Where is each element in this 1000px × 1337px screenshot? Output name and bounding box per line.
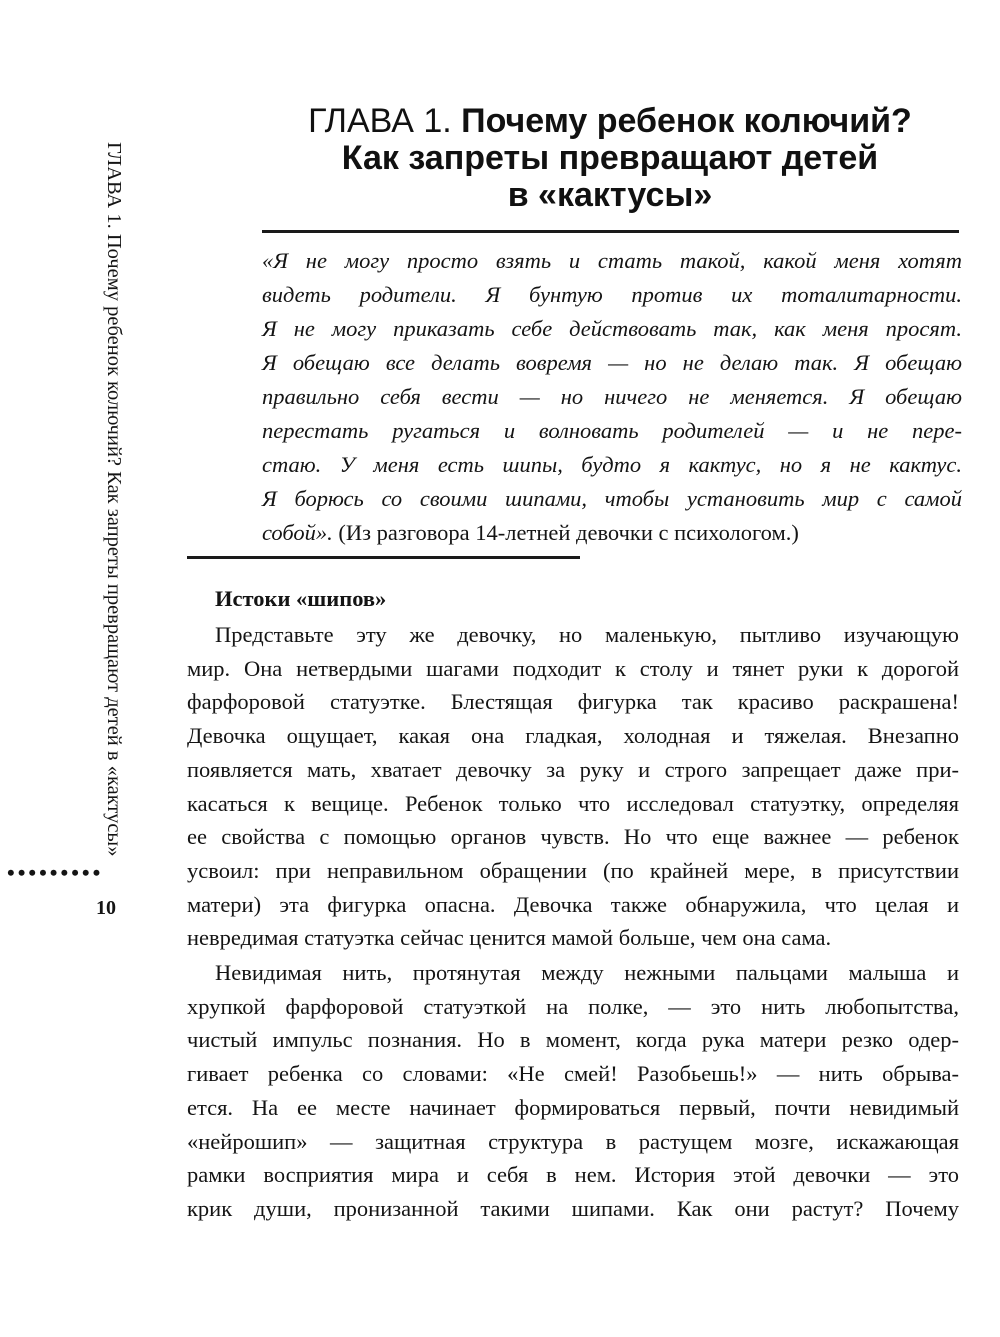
paragraph-1	[187, 618, 959, 955]
epigraph-line: стаю. У меня есть шипы, будто я кактус, но я не кактус.	[262, 452, 962, 477]
chapter-title-line-3: в «кактусы»	[507, 176, 713, 214]
section-heading: Истоки «шипов»	[215, 586, 387, 611]
paragraph-line: гивает ребенка со словами: «Не смей! Разобьешь!» — нить обрыва-	[187, 1061, 959, 1087]
paragraph-line: Невидимая нить, протянутая между нежными пальцами малыша и	[215, 960, 959, 985]
margin-dots: •••••••••	[7, 860, 104, 885]
chapter-title	[262, 103, 958, 214]
chapter-title-line-2: Как запреты превращают детей	[341, 139, 879, 177]
paragraph-line: матери) эта фигурка опасна. Девочка также обнаружила, что целая и	[187, 891, 959, 917]
page-number: 10	[96, 897, 116, 919]
epigraph-line: перестать ругаться и волновать родителей — и не пере-	[262, 418, 962, 443]
running-head	[99, 142, 129, 862]
epigraph-line: Я обещаю все делать вовремя — но не делаю так. Я обещаю	[262, 350, 962, 375]
paragraph-line: невредимая статуэтка сейчас ценится мамой больше, чем она сама.	[187, 925, 832, 951]
epigraph-line: «Я не могу просто взять и стать такой, какой меня хотят	[262, 248, 962, 273]
epigraph-last-line	[262, 516, 962, 550]
epigraph-line: Я не могу приказать себе действовать так, как меня просят.	[262, 316, 962, 341]
paragraph-line: чистый импульс познания. Но в момент, когда рука матери резко одер-	[187, 1027, 959, 1053]
epigraph	[262, 244, 962, 550]
running-head-text: ГЛАВА 1. Почему ребенок колючий? Как запреты превращают детей в «кактусы»	[103, 142, 125, 857]
paragraph-line: фарфоровой статуэтке. Блестящая фигурка так красиво раскрашена!	[187, 689, 959, 715]
chapter-prefix: ГЛАВА 1.	[308, 102, 452, 140]
epigraph-line: правильно себя вести — но ничего не меняется. Я обещаю	[262, 384, 962, 409]
epigraph-attribution: (Из разговора 14-летней девочки с психологом.)	[338, 520, 799, 545]
epigraph-top-rule	[262, 230, 959, 233]
paragraph-2	[187, 956, 959, 1226]
paragraph-line: появляется мать, хватает девочку за руку и строго запрещает даже при-	[187, 756, 959, 782]
paragraph-line: ется. На ее месте начинает формироваться первый, почти невидимый	[187, 1094, 959, 1120]
paragraph-line: Девочка ощущает, какая она гладкая, холодная и тяжелая. Внезапно	[187, 723, 959, 749]
chapter-title-line-1	[262, 103, 958, 140]
paragraph-line: ее свойства с помощью органов чувств. Но что еще важнее — ребенок	[187, 824, 959, 850]
paragraph-line: крик души, пронизанной такими шипами. Как они растут? Почему	[187, 1195, 959, 1221]
epigraph-line: Я борюсь со своими шипами, чтобы установить мир с самой	[262, 486, 962, 511]
paragraph-line: касаться к вещице. Ребенок только что исследовал статуэтку, определяя	[187, 790, 959, 816]
paragraph-line: рамки восприятия мира и себя в нем. История этой девочки — это	[187, 1162, 959, 1188]
paragraph-line: мир. Она нетвердыми шагами подходит к столу и тянет руки к дорогой	[187, 655, 959, 681]
paragraph-line: Представьте эту же девочку, но маленькую, пытливо изучающую	[215, 622, 959, 647]
epigraph-line: видеть родители. Я бунтую против их тоталитарности.	[262, 282, 962, 307]
epigraph-last-italic: собой».	[262, 520, 333, 545]
paragraph-line: хрупкой фарфоровой статуэткой на полке, — это нить любопытства,	[187, 993, 959, 1019]
paragraph-line: усвоил: при неправильном обращении (по крайней мере, в присутствии	[187, 857, 959, 883]
chapter-title-main: Почему ребенок колючий?	[461, 102, 912, 140]
paragraph-line: «нейрошип» — защитная структура в растущем мозге, искажающая	[187, 1128, 959, 1154]
epigraph-bottom-rule	[187, 556, 580, 559]
